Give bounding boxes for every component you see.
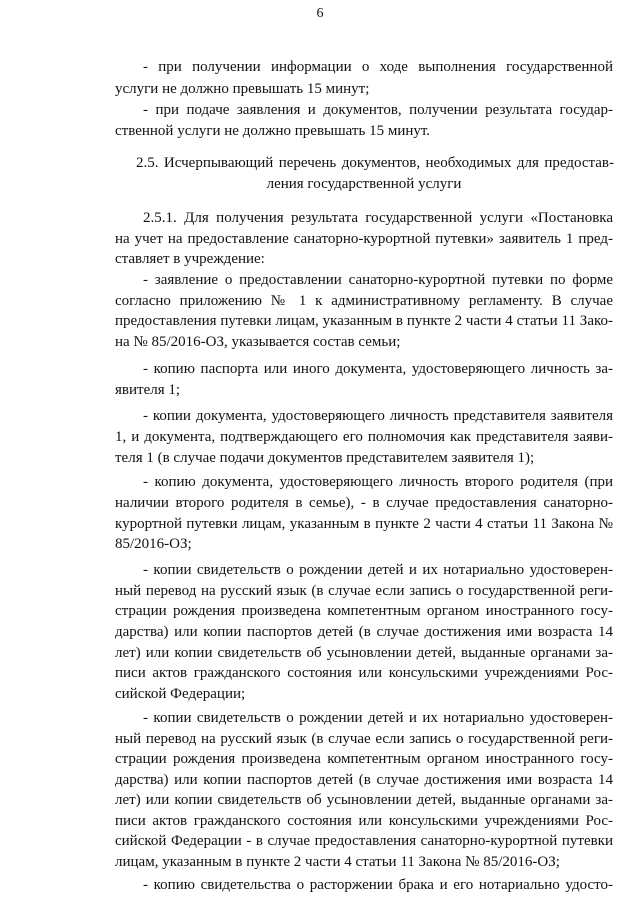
section-heading: ления государственной услуги <box>266 176 462 192</box>
text-line: лет) или копии свидетельств об усыновлении детей, выданные органами за- <box>115 645 613 661</box>
text-line: - при получении информации о ходе выполнения государственной <box>143 59 613 75</box>
text-line: страции рождения произведена компетентным органом иностранного госу- <box>115 603 613 619</box>
text-line: ставляет в учреждение: <box>115 251 265 267</box>
text-line: - копии свидетельств о рождении детей и их нотариально удостоверен- <box>143 562 613 578</box>
text-line: ный перевод на русский язык (в случае если запись о государственной реги- <box>115 583 613 599</box>
text-line: ственной услуги не должно превышать 15 минут. <box>115 123 431 139</box>
text-line: - при подаче заявления и документов, получении результата государ- <box>143 102 613 118</box>
text-line: на учет на предоставление санаторно-курортной путевки» заявитель 1 пред- <box>115 231 613 247</box>
text-line: писи актов гражданского состояния или консульскими учреждениями Рос- <box>115 813 613 829</box>
section-heading: 2.5. Исчерпывающий перечень документов, необходимых для предостав- <box>136 155 614 171</box>
text-line: лет) или копии свидетельств об усыновлении детей, выданные органами за- <box>115 792 613 808</box>
text-line: - копию паспорта или иного документа, удостоверяющего личность за- <box>143 361 613 377</box>
page-number: 6 <box>316 6 324 21</box>
text-line: 2.5.1. Для получения результата государственной услуги «Постановка <box>143 210 613 226</box>
text-line: курортной путевки лицам, указанным в пункте 2 части 4 статьи 11 Закона № <box>115 516 613 532</box>
text-line: согласно приложению № 1 к административному регламенту. В случае <box>115 293 613 309</box>
text-line: писи актов гражданского состояния или консульскими учреждениями Рос- <box>115 665 613 681</box>
text-line: дарства) или копии паспортов детей (в случае достижения ими возраста 14 <box>115 772 613 788</box>
text-line: ный перевод на русский язык (в случае если запись о государственной реги- <box>115 731 613 747</box>
text-line: 1, и документа, подтверждающего его полномочия как представителя заяви- <box>115 429 613 445</box>
text-line: наличии второго родителя в семье), - в случае предоставления санаторно- <box>115 495 613 511</box>
text-line: страции рождения произведена компетентным органом иностранного госу- <box>115 751 613 767</box>
text-line: явителя 1; <box>115 382 181 398</box>
text-line: сийской Федерации; <box>115 686 246 702</box>
text-line: - копии документа, удостоверяющего личность представителя заявителя <box>143 408 613 424</box>
text-line: дарства) или копии паспортов детей (в случае достижения ими возраста 14 <box>115 624 613 640</box>
text-line: - копию свидетельства о расторжении брака и его нотариально удосто- <box>143 877 613 893</box>
text-line: - заявление о предоставлении санаторно-курортной путевки по форме <box>143 272 613 288</box>
text-line: - копию документа, удостоверяющего личность второго родителя (при <box>143 474 613 490</box>
text-line: услуги не должно превышать 15 минут; <box>115 81 370 97</box>
text-line: теля 1 (в случае подачи документов представителем заявителя 1); <box>115 450 535 466</box>
text-line: 85/2016-ОЗ; <box>115 536 192 552</box>
text-line: лицам, указанным в пункте 2 части 4 статьи 11 Закона № 85/2016-ОЗ; <box>115 854 560 870</box>
text-line: предоставления путевки лицам, указанным в пункте 2 части 4 статьи 11 Зако- <box>115 313 613 329</box>
text-line: - копии свидетельств о рождении детей и их нотариально удостоверен- <box>143 710 613 726</box>
text-line: на № 85/2016-ОЗ, указывается состав семьи; <box>115 334 401 350</box>
text-line: сийской Федерации - в случае предоставления санаторно-курортной путевки <box>115 833 613 849</box>
